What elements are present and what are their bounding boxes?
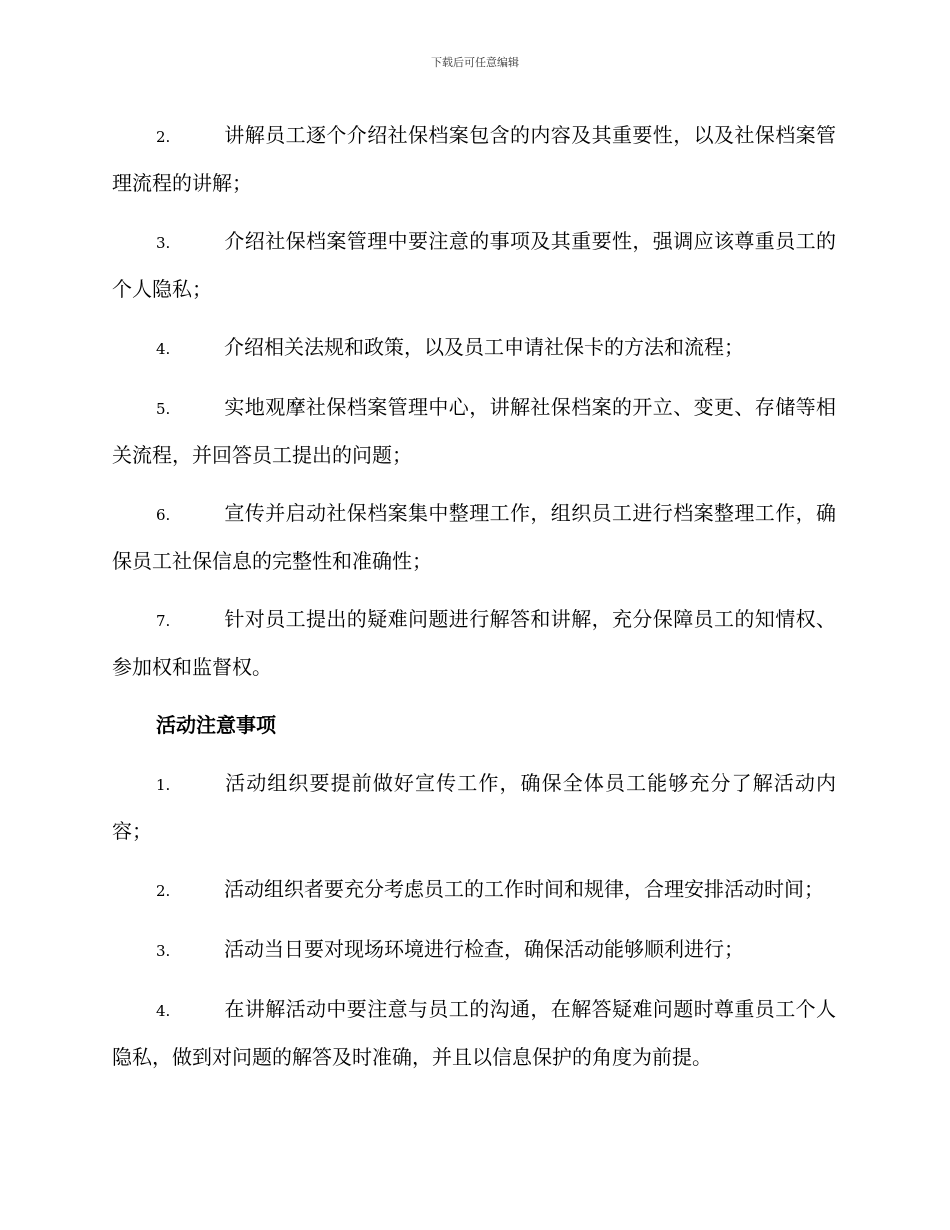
item-number: 3. bbox=[156, 942, 171, 960]
item-number: 7. bbox=[156, 612, 171, 630]
list-item bbox=[112, 926, 836, 974]
item-text: 针对员工提出的疑难问题进行解答和讲解，充分保障员工的知情权、参加权和监督权。 bbox=[112, 607, 836, 679]
item-number: 1. bbox=[156, 776, 171, 794]
list-item bbox=[112, 596, 836, 690]
item-text: 介绍相关法规和政策，以及员工申请社保卡的方法和流程； bbox=[224, 335, 744, 359]
item-number: 3. bbox=[156, 234, 171, 252]
item-text: 讲解员工逐个介绍社保档案包含的内容及其重要性，以及社保档案管理流程的讲解； bbox=[112, 123, 836, 195]
item-number: 2. bbox=[156, 882, 171, 900]
list-item bbox=[112, 112, 836, 206]
list-item bbox=[112, 324, 836, 372]
item-text: 活动组织者要充分考虑员工的工作时间和规律，合理安排活动时间； bbox=[224, 877, 824, 901]
list-item bbox=[112, 384, 836, 478]
list-item bbox=[112, 986, 836, 1080]
item-text: 介绍社保档案管理中要注意的事项及其重要性，强调应该尊重员工的个人隐私； bbox=[112, 229, 836, 301]
item-text: 活动当日要对现场环境进行检查，确保活动能够顺利进行； bbox=[224, 937, 744, 961]
item-number: 4. bbox=[156, 1002, 171, 1020]
item-text: 宣传并启动社保档案集中整理工作，组织员工进行档案整理工作，确保员工社保信息的完整性和准确性； bbox=[112, 501, 836, 573]
list-item bbox=[112, 218, 836, 312]
header-note: 下载后可任意编辑 bbox=[431, 56, 519, 69]
list-item bbox=[112, 760, 836, 854]
item-number: 5. bbox=[156, 400, 171, 418]
section-title: 活动注意事项 bbox=[156, 713, 276, 737]
item-text: 活动组织要提前做好宣传工作，确保全体员工能够充分了解活动内容； bbox=[112, 771, 836, 843]
item-text: 在讲解活动中要注意与员工的沟通，在解答疑难问题时尊重员工个人隐私，做到对问题的解答及时准确，并且以信息保护的角度为前提。 bbox=[112, 997, 836, 1069]
item-number: 2. bbox=[156, 128, 171, 146]
document-body bbox=[112, 112, 836, 1092]
item-text: 实地观摩社保档案管理中心，讲解社保档案的开立、变更、存储等相关流程，并回答员工提出的问题； bbox=[112, 395, 836, 467]
list-item bbox=[112, 866, 836, 914]
item-number: 4. bbox=[156, 340, 171, 358]
item-number: 6. bbox=[156, 506, 171, 524]
list-item bbox=[112, 490, 836, 584]
